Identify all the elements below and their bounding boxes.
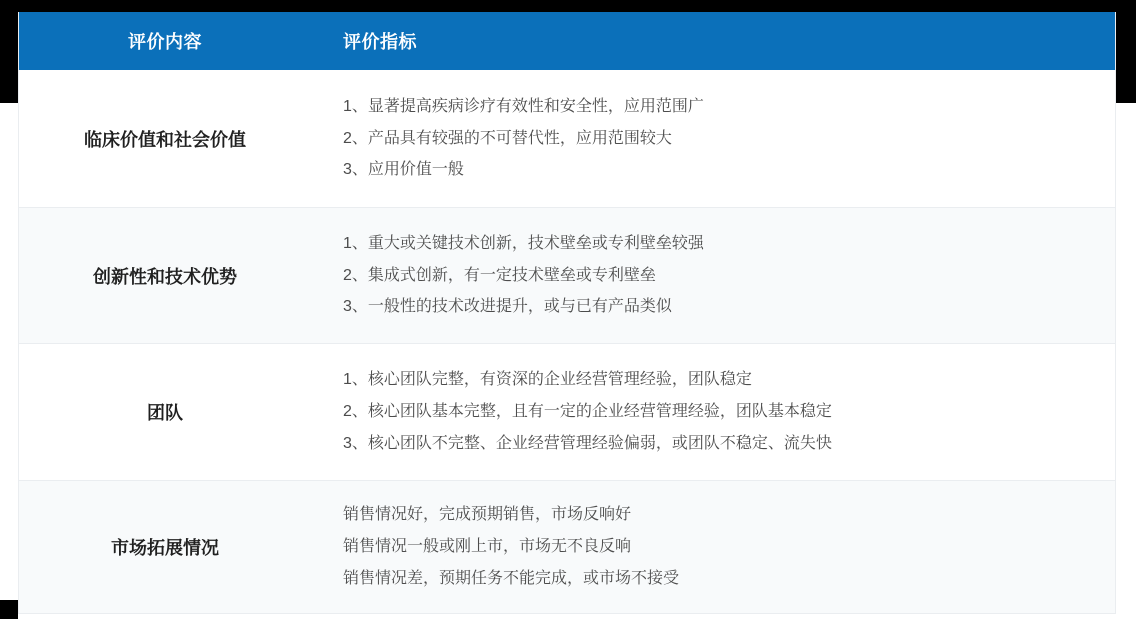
frame-right-strip xyxy=(1116,0,1136,103)
indicator-line: 1、重大或关键技术创新，技术壁垒或专利壁垒较强 xyxy=(343,234,704,252)
indicator-line: 1、显著提高疾病诊疗有效性和安全性，应用范围广 xyxy=(343,97,704,115)
table-row xyxy=(19,343,1115,480)
indicator-line: 3、一般性的技术改进提升，或与已有产品类似 xyxy=(343,298,672,316)
header-cell-content: 评价内容 xyxy=(128,32,202,52)
frame-bottom-left-strip xyxy=(0,600,18,619)
table-row xyxy=(19,70,1115,207)
frame-top-strip xyxy=(0,0,1136,12)
table-row xyxy=(19,207,1115,343)
row-content-cell: 市场拓展情况 xyxy=(111,538,219,558)
table-row xyxy=(19,480,1115,613)
row-indicator-cell xyxy=(311,70,1115,207)
evaluation-table xyxy=(18,12,1116,614)
indicator-line: 1、核心团队完整，有资深的企业经营管理经验，团队稳定 xyxy=(343,371,752,389)
row-content-cell: 创新性和技术优势 xyxy=(93,266,237,287)
indicator-line: 销售情况一般或刚上市，市场无不良反响 xyxy=(343,538,632,556)
indicator-line: 销售情况差，预期任务不能完成，或市场不接受 xyxy=(343,569,680,587)
header-cell-indicator: 评价指标 xyxy=(343,32,417,52)
indicator-line: 2、产品具有较强的不可替代性，应用范围较大 xyxy=(343,129,672,147)
row-indicator-cell xyxy=(311,208,1115,343)
indicator-line: 销售情况好，完成预期销售，市场反响好 xyxy=(343,506,632,524)
frame-left-strip xyxy=(0,0,18,103)
indicator-line: 3、核心团队不完整、企业经营管理经验偏弱，或团队不稳定、流失快 xyxy=(343,434,832,452)
table-body xyxy=(19,70,1115,613)
indicator-line: 3、应用价值一般 xyxy=(343,161,464,179)
indicator-line: 2、集成式创新，有一定技术壁垒或专利壁垒 xyxy=(343,266,656,284)
row-content-cell: 临床价值和社会价值 xyxy=(84,129,246,150)
table-header-row xyxy=(19,12,1115,70)
row-content-cell: 团队 xyxy=(147,403,183,423)
row-indicator-cell xyxy=(311,344,1115,480)
indicator-line: 2、核心团队基本完整，且有一定的企业经营管理经验，团队基本稳定 xyxy=(343,403,832,421)
row-indicator-cell xyxy=(311,481,1115,613)
